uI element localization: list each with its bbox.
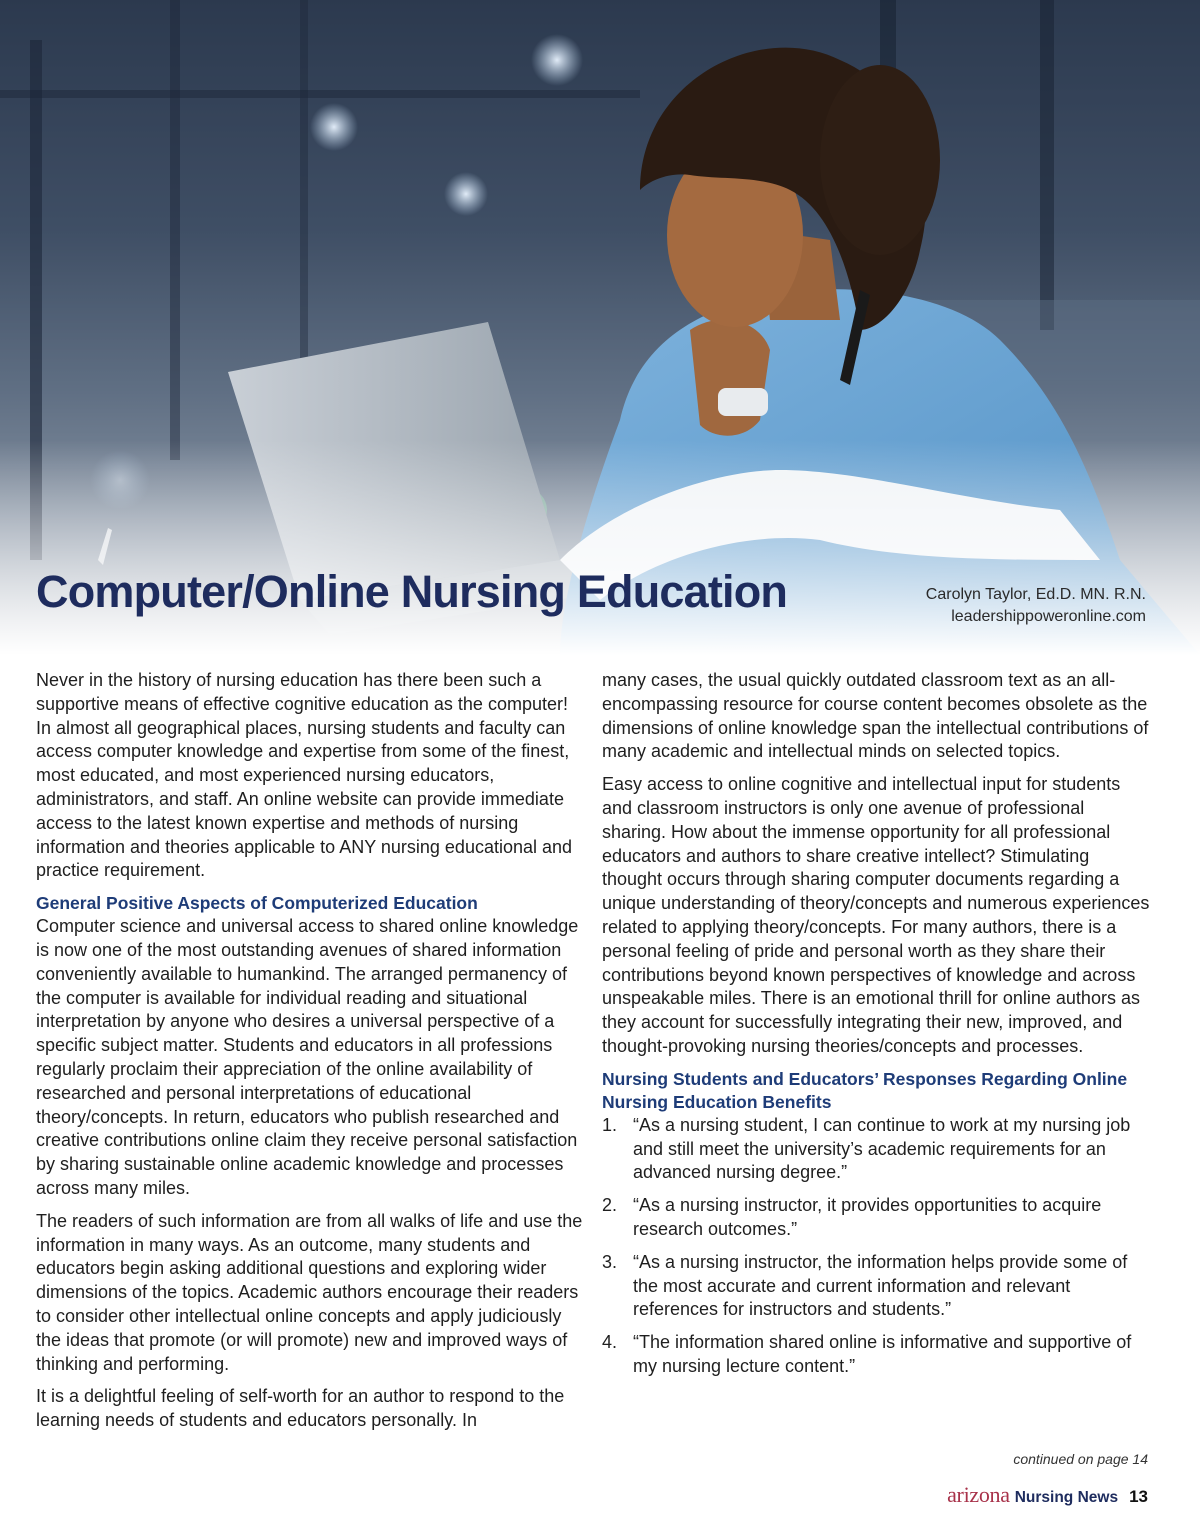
right-column	[602, 669, 1150, 1388]
list-item-number: 4.	[602, 1332, 618, 1353]
page-footer	[947, 1482, 1148, 1508]
responses-list	[602, 1114, 1150, 1379]
list-item-text: “As a nursing instructor, it provides opportunities to acquire research outcomes.”	[633, 1195, 1102, 1239]
intro-paragraph: Never in the history of nursing education has there been such a supportive means of effective cognitive education as the computer! In almost all geographical places, nursing students and faculty can access computer knowledge and expertise from some of the finest, most educated, and most experienced nursing educators, administrators, and staff. An online website can provide immediate access to the latest known expertise and methods of nursing information and theories applicable to ANY nursing educational and practice requirement.	[36, 670, 573, 881]
list-item-text: “As a nursing instructor, the information helps provide some of the most accurate and current information and relevant references for instructors and students.”	[633, 1251, 1128, 1320]
body-paragraph: Computer science and universal access to shared online knowledge is now one of the most outstanding avenues of shared information conveniently available to humankind. The arranged permanency of the computer is available for individual reading and situational interpretation by anyone who desires a universal perspective of a specific subject matter. Students and educators in all professions regularly proclaim their appreciation of the online availability of researched and personal interpretations of educational theory/concepts. In return, educators who publish researched and creative contributions online claim they receive personal satisfaction by sharing sustainable online academic knowledge and processes across many miles.	[36, 916, 579, 1198]
author-website[interactable]: leadershippoweronline.com	[951, 608, 1146, 625]
body-paragraph: It is a delightful feeling of self-worth for an author to respond to the learning needs of students and educators personally. In	[36, 1386, 565, 1431]
hero-photo	[0, 0, 1200, 655]
list-item	[602, 1194, 1150, 1242]
list-item	[602, 1251, 1150, 1322]
nurse-at-laptop-illustration	[0, 0, 1200, 655]
body-paragraph: The readers of such information are from all walks of life and use the information in many ways. As an outcome, many students and educators begin asking additional questions and exploring wider dimensions of the topics. Academic authors encourage their readers to consider other intellectual online concepts and apply judiciously the ideas that promote (or will promote) new and improved ways of thinking and performing.	[36, 1210, 583, 1374]
section-heading-responses: Nursing Students and Educators’ Responses Regarding Online Nursing Education Benefits	[602, 1068, 1128, 1112]
list-item	[602, 1114, 1150, 1185]
section-heading-positive-aspects: General Positive Aspects of Computerized Education	[36, 893, 478, 914]
list-item	[602, 1331, 1150, 1379]
list-item-number: 3.	[602, 1251, 618, 1272]
author-name: Carolyn Taylor, Ed.D. MN. R.N.	[925, 586, 1146, 603]
continued-note: continued on page 14	[1013, 1451, 1148, 1467]
brand-logo-text: arizona	[947, 1482, 1010, 1507]
byline	[926, 584, 1146, 628]
body-paragraph: many cases, the usual quickly outdated classroom text as an all-encompassing resource for course content becomes obsolete as the dimensions of online knowledge span the intellectual contributions of many academic and intellectual minds on selected topics.	[602, 670, 1149, 762]
list-item-number: 2.	[602, 1195, 618, 1216]
left-column	[36, 669, 584, 1442]
list-item-number: 1.	[602, 1114, 618, 1135]
page-number: 13	[1129, 1487, 1148, 1506]
list-item-text: “As a nursing student, I can continue to work at my nursing job and still meet the university’s academic requirements for an advanced nursing degree.”	[633, 1114, 1131, 1183]
article-title: Computer/Online Nursing Education	[36, 566, 788, 617]
publication-name: Nursing News	[1014, 1489, 1119, 1506]
list-item-text: “The information shared online is informative and supportive of my nursing lecture content.”	[633, 1332, 1132, 1376]
body-paragraph: Easy access to online cognitive and intellectual input for students and classroom instructors is only one avenue of professional sharing. How about the immense opportunity for all professional educators and authors to share creative intellect? Stimulating thought occurs through sharing computer documents regarding a unique understanding of theory/concepts and numerous experiences related to applying theory/concepts. For many authors, there is a personal feeling of pride and personal worth as they share their contributions beyond known perspectives of knowledge and across unspeakable miles. There is an emotional thrill for online authors as they account for successfully integrating their new, improved, and thought-provoking nursing theories/concepts and processes.	[602, 774, 1150, 1056]
